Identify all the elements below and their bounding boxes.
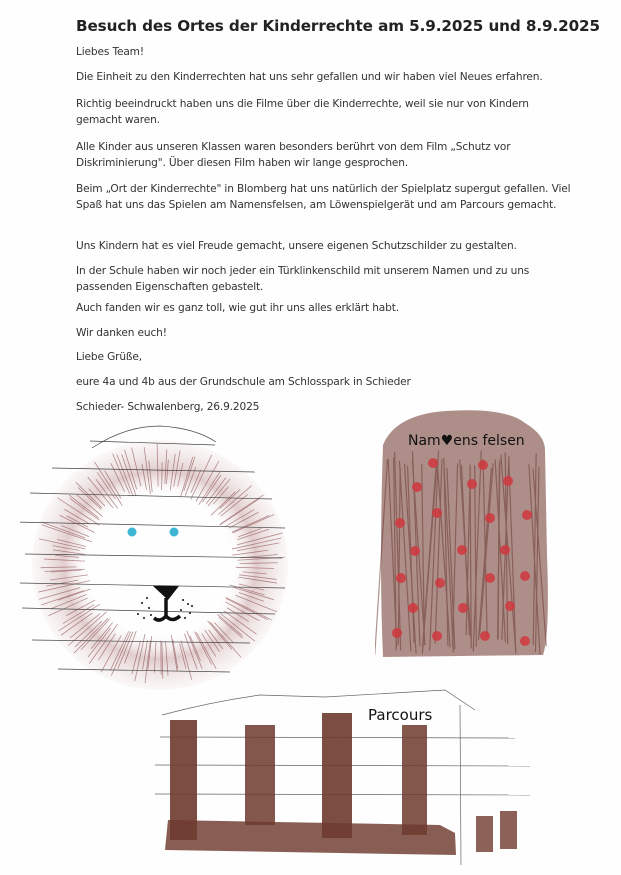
rock-dot [500,545,510,555]
paragraph-6: In der Schule haben wir noch jeder ein Türklinkenschild mit unserem Namen und zu uns passenden Eigenschaften gebastelt. [76,265,530,293]
rock-dot [467,479,477,489]
page-title: Besuch des Ortes der Kinderrechte am 5.9.2025 und 8.9.2025 [76,17,600,35]
rock-dot [410,546,420,556]
lion-left-eye [128,528,137,537]
paragraph-4: Beim „Ort der Kinderrechte" in Blomberg hat uns natürlich der Spielplatz supergut gefallen. Viel Spaß hat uns das Spielen am Namensfelsen, am Löwenspielgerät und am Parcours gemacht. [76,183,571,211]
rock-dot [428,458,438,468]
paragraph-5: Uns Kindern hat es viel Freude gemacht, unsere eigenen Schutzschilder zu gestalten. [76,240,517,252]
place-date: Schieder- Schwalenberg, 26.9.2025 [76,401,260,413]
lion-right-eye [170,528,179,537]
parcours-label: Parcours [368,706,433,724]
lion-mane [32,440,288,690]
rock-dot [435,578,445,588]
rock-dot [395,518,405,528]
rock-dot [485,573,495,583]
closing-greeting: Liebe Grüße, [76,351,143,363]
rock-dot [432,631,442,641]
paragraph-2: Richtig beeindruckt haben uns die Filme über die Kinderrechte, weil sie nur von Kindern gemacht waren. [76,98,529,126]
rock-label: Nam♥ens felsen [408,433,525,449]
lion-drawing [20,420,320,690]
rock-dot [485,513,495,523]
rock-dot [478,460,488,470]
rock-dot [480,631,490,641]
parcours-posts [165,713,517,855]
paragraph-8: Wir danken euch! [76,327,167,339]
rock-dot [520,571,530,581]
paragraph-7: Auch fanden wir es ganz toll, wie gut ihr uns alles erklärt habt. [76,302,399,314]
rock-dot [503,476,513,486]
name-rock-drawing [375,405,575,665]
rock-dot [520,636,530,646]
parcours-drawing [150,680,540,875]
rock-dot [412,482,422,492]
rock-dot [432,508,442,518]
signature: eure 4a und 4b aus der Grundschule am Schlosspark in Schieder [76,376,411,388]
rock-dot [457,545,467,555]
rock-dot [396,573,406,583]
rock-dot [505,601,515,611]
greeting: Liebes Team! [76,46,144,58]
paragraph-1: Die Einheit zu den Kinderrechten hat uns sehr gefallen und wir haben viel Neues erfahren. [76,71,543,83]
rock-dot [392,628,402,638]
rock-dot [458,603,468,613]
rock-dot [408,603,418,613]
paragraph-3: Alle Kinder aus unseren Klassen waren besonders berührt von dem Film „Schutz vor Diskriminierung". Über diesen Film haben wir lange gesprochen. [76,141,511,169]
rock-dot [522,510,532,520]
